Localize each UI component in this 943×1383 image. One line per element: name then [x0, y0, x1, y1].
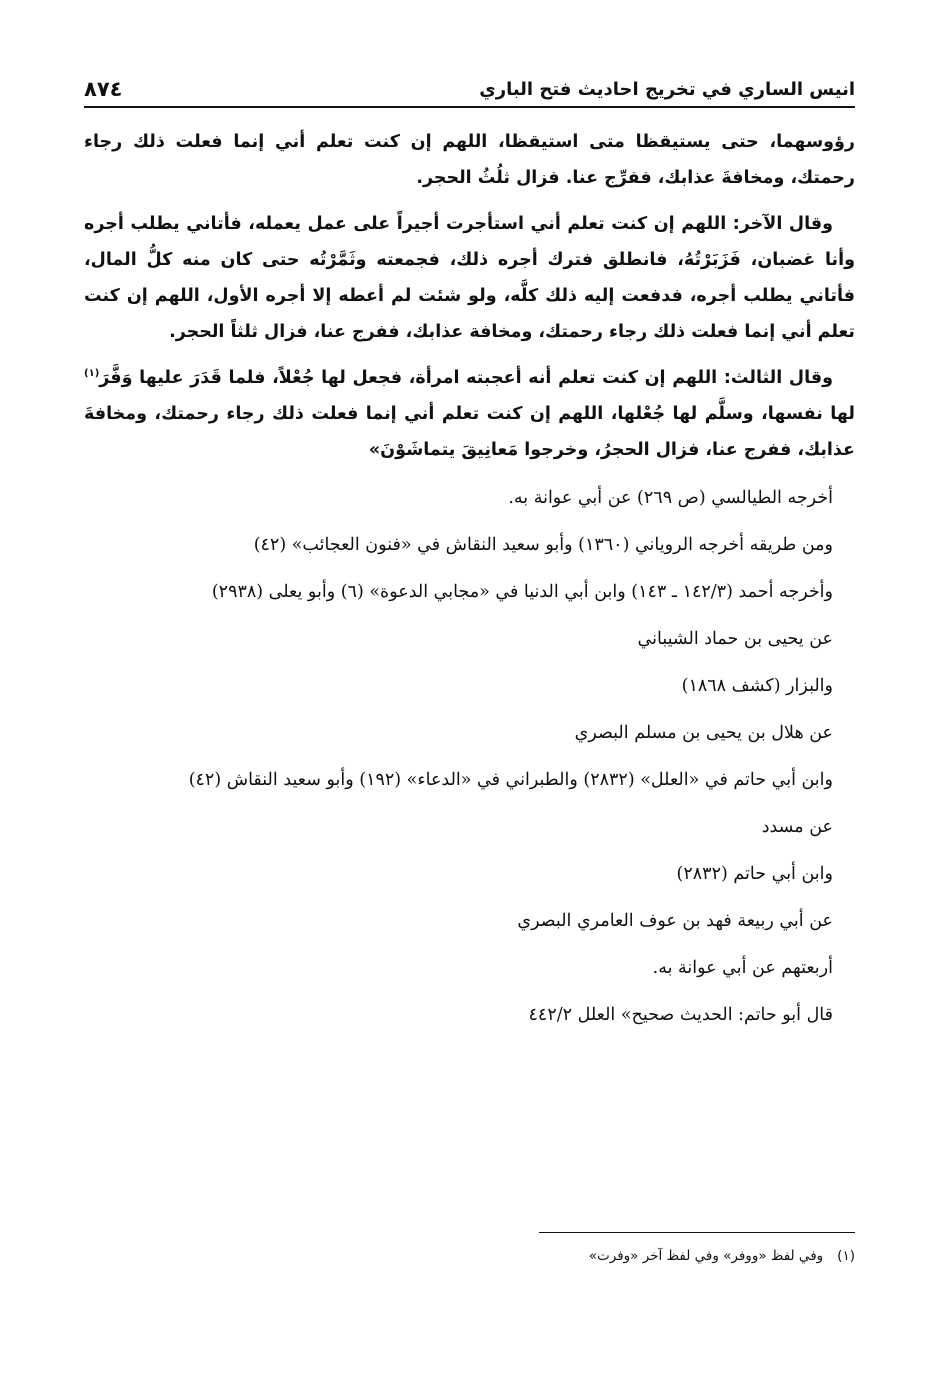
footnote-number: (١) — [837, 1248, 855, 1264]
takhrij-line-10: عن أبي ربيعة فهد بن عوف العامري البصري — [517, 911, 833, 931]
takhrij-line-3: وأخرجه أحمد (١٤٢/٣ ـ ١٤٣) وابن أبي الدنيا في «مجابي الدعوة» (٦) وأبو يعلى (٢٩٣٨) — [211, 582, 833, 602]
takhrij-line-2: ومن طريقه أخرجه الروياني (١٣٦٠) وأبو سعيد النقاش في «فنون العجائب» (٤٢) — [253, 535, 833, 555]
hadith-paragraph-2: وقال الآخر: اللهم إن كنت تعلم أني استأجرت أجيراً على عمل يعمله، فأتاني يطلب أجره وأنا غضبان، فَزَبَرْتُهُ، فانطلق فترك أجره ذلك، فجمعته وثَمَّرْتُه حتى كان منه كلُّ المال، فأتاني يطلب أجره، فدفعت إليه ذلك كلَّه، ولو شئت لم أعطه إلا أجره الأول، اللهم إن كنت تعلم أني إنما فعلت ذلك رجاء رحمتك، ومخافة عذابك، ففرج عنا، فزال ثلثاً الحجر. — [84, 214, 855, 342]
footnote — [84, 1244, 855, 1268]
page-number: ٨٧٤ — [84, 77, 123, 101]
takhrij-line-6: عن هلال بن يحيى بن مسلم البصري — [574, 723, 833, 743]
takhrij-line-4: عن يحيى بن حماد الشيباني — [637, 629, 833, 649]
takhrij-line-8: عن مسدد — [761, 817, 833, 837]
takhrij-line-9: وابن أبي حاتم (٢٨٣٢) — [676, 864, 833, 884]
hadith-paragraph-3-part-2: لها نفسها، وسلَّم لها جُعْلها، اللهم إن كنت تعلم أني إنما فعلت ذلك رجاء رحمتك، ومخافةَ عذابك، ففرج عنا، فزال الحجرُ، وخرجوا مَعانِيقَ يتماشَوْنَ» — [84, 404, 855, 460]
takhrij-line-5: والبزار (كشف ١٨٦٨) — [681, 676, 833, 696]
hadith-paragraph-3-part-1: وقال الثالث: اللهم إن كنت تعلم أنه أعجبته امرأة، فجعل لها جُعْلاً، فلما قَدَرَ عليها وَفَّرَ — [99, 368, 833, 388]
main-text — [84, 124, 855, 1042]
takhrij-line-12: قال أبو حاتم: الحديث صحيح» العلل ٤٤٢/٢ — [528, 1005, 833, 1025]
book-page — [84, 0, 855, 1383]
page-header — [84, 66, 855, 108]
hadith-paragraph-1: رؤوسهما، حتى يستيقظا متى استيقظا، اللهم إن كنت تعلم أني إنما فعلت ذلك رجاء رحمتك، ومخافةَ عذابك، ففرِّج عنا. فزال ثلُثُ الحجر. — [84, 132, 855, 188]
takhrij-line-7: وابن أبي حاتم في «العلل» (٢٨٣٢) والطبراني في «الدعاء» (١٩٢) وأبو سعيد النقاش (٤٢) — [188, 770, 833, 790]
takhrij-line-11: أربعتهم عن أبي عوانة به. — [652, 958, 833, 978]
footnote-text: وفي لفظ «ووفر» وفي لفظ آخر «وفرت» — [588, 1248, 824, 1264]
running-title: انيس الساري في تخريج احاديث فتح الباري — [479, 79, 855, 100]
takhrij-line-1: أخرجه الطيالسي (ص ٢٦٩) عن أبي عوانة به. — [508, 488, 833, 508]
hadith-paragraph-3 — [84, 360, 855, 468]
footnote-reference: (١) — [84, 368, 100, 380]
footnote-divider — [539, 1232, 855, 1233]
